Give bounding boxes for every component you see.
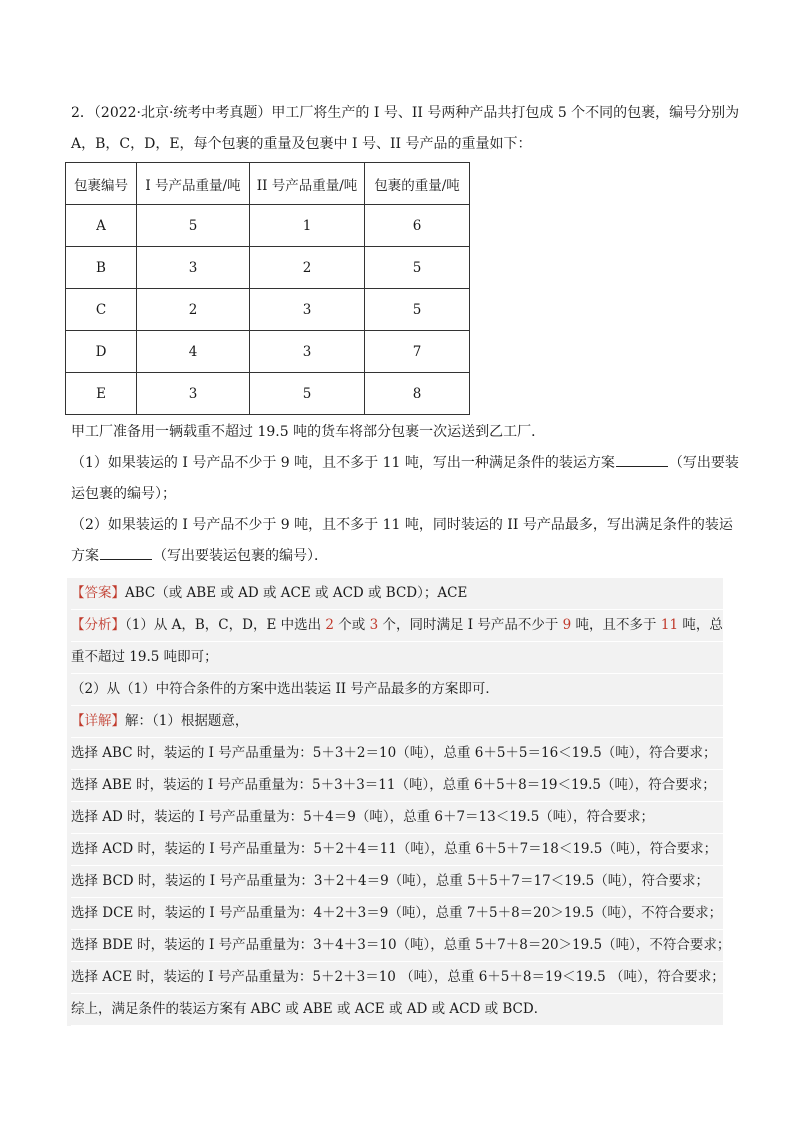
table-row (66, 373, 470, 415)
answer-blank-2 (100, 545, 152, 560)
analysis-text: 吨，且不多于 (571, 617, 661, 633)
table-row (66, 247, 470, 289)
table-cell: 3 (137, 373, 250, 415)
solution-block (67, 578, 731, 1026)
table-cell: 3 (250, 331, 365, 373)
analysis-line-2: 重不超过 19.5 吨即可； (71, 642, 723, 674)
table-row (66, 205, 470, 247)
answer-blank-1 (616, 452, 668, 467)
part2-text-a: 方案 (71, 548, 99, 564)
table-cell: 3 (250, 289, 365, 331)
table-cell: D (66, 331, 137, 373)
analysis-text: （1）从 A，B，C，D，E 中选出 (125, 617, 326, 633)
answer-text: ABC（或 ABE 或 AD 或 ACE 或 ACD 或 BCD）；ACE (125, 585, 468, 601)
table-cell: 2 (137, 289, 250, 331)
package-table (65, 162, 470, 415)
part1-text-a: （1）如果装运的 I 号产品不少于 9 吨，且不多于 11 吨，写出一种满足条件的装运方案 (71, 455, 615, 471)
header-cell: I 号产品重量/吨 (137, 163, 250, 205)
detail-tag: 【详解】 (71, 713, 125, 729)
analysis-text: 个，同时满足 I 号产品不少于 (378, 617, 563, 633)
analysis-number: 11 (660, 617, 679, 633)
analysis-number: 3 (369, 617, 379, 633)
detail-line (71, 706, 723, 738)
part2-text-b: （写出要装运包裹的编号）． (153, 548, 328, 564)
table-cell: A (66, 205, 137, 247)
table-cell: 5 (365, 247, 470, 289)
analysis-line-3: （2）从（1）中符合条件的方案中选出装运 II 号产品最多的方案即可． (71, 674, 723, 706)
answer-line (71, 578, 723, 610)
table-cell: 4 (137, 331, 250, 373)
part2-line-2 (71, 541, 723, 572)
table-cell: C (66, 289, 137, 331)
table-cell: E (66, 373, 137, 415)
table-cell: 6 (365, 205, 470, 247)
table-cell: 1 (250, 205, 365, 247)
analysis-text: 吨，总 (678, 617, 723, 633)
case-line: 选择 BCD 时，装运的 I 号产品重量为：3＋2＋4＝9（吨），总重 5＋5＋7＝17＜19.5（吨），符合要求； (71, 866, 723, 898)
part1-line-1 (71, 448, 739, 479)
case-line: 选择 ABC 时，装运的 I 号产品重量为：5＋3＋2＝10（吨），总重 6＋5＋5＝16＜19.5（吨），符合要求； (71, 738, 723, 770)
table-cell: 5 (365, 289, 470, 331)
table-row (66, 331, 470, 373)
analysis-number: 2 (325, 617, 334, 633)
header-cell: 包裹编号 (66, 163, 137, 205)
analysis-tag: 【分析】 (71, 617, 125, 633)
detail-intro: 解：（1）根据题意， (125, 713, 249, 729)
case-line: 选择 BDE 时，装运的 I 号产品重量为：3＋4＋3＝10（吨），总重 5＋7＋8＝20＞19.5（吨），不符合要求； (71, 930, 723, 962)
table-cell: 3 (137, 247, 250, 289)
answer-tag: 【答案】 (71, 585, 125, 601)
analysis-line-1 (71, 610, 723, 642)
table-header-row (66, 163, 470, 205)
header-cell: 包裹的重量/吨 (365, 163, 470, 205)
table-cell: 2 (250, 247, 365, 289)
analysis-text: 个或 (333, 617, 370, 633)
table-cell: 5 (250, 373, 365, 415)
case-line: 选择 AD 时，装运的 I 号产品重量为：5＋4＝9（吨），总重 6＋7＝13＜19.5（吨），符合要求； (71, 802, 723, 834)
worksheet-page (71, 98, 740, 1026)
case-line: 选择 ABE 时，装运的 I 号产品重量为：5＋3＋3＝11（吨），总重 6＋5＋8＝19＜19.5（吨），符合要求； (71, 770, 723, 802)
table-row (66, 289, 470, 331)
part1-line-2: 运包裹的编号）； (71, 486, 176, 502)
question-line-2: A，B，C，D，E，每个包裹的重量及包裹中 I 号、II 号产品的重量如下： (71, 136, 532, 152)
table-cell: B (66, 247, 137, 289)
table-cell: 5 (137, 205, 250, 247)
part2-line-1: （2）如果装运的 I 号产品不少于 9 吨，且不多于 11 吨，同时装运的 II 号产品最多，写出满足条件的装运 (71, 517, 733, 533)
table-cell: 7 (365, 331, 470, 373)
part1-text-b: （写出要装 (668, 455, 739, 471)
after-table-text: 甲工厂准备用一辆载重不超过 19.5 吨的货车将部分包裹一次运送到乙工厂． (71, 424, 546, 440)
conclusion-line: 综上，满足条件的装运方案有 ABC 或 ABE 或 ACE 或 AD 或 ACD 或 BCD． (71, 994, 723, 1026)
case-line: 选择 DCE 时，装运的 I 号产品重量为：4＋2＋3＝9（吨），总重 7＋5＋8＝20＞19.5（吨），不符合要求； (71, 898, 723, 930)
case-line: 选择 ACD 时，装运的 I 号产品重量为：5＋2＋4＝11（吨），总重 6＋5＋7＝18＜19.5（吨），符合要求； (71, 834, 723, 866)
table-cell: 8 (365, 373, 470, 415)
case-line: 选择 ACE 时，装运的 I 号产品重量为：5＋2＋3＝10 （吨），总重 6＋5＋8＝19＜19.5 （吨），符合要求； (71, 962, 723, 994)
header-cell: II 号产品重量/吨 (250, 163, 365, 205)
question-line-1: 2．（2022·北京·统考中考真题）甲工厂将生产的 I 号、II 号两种产品共打包成 5 个不同的包裹，编号分别为 (71, 105, 740, 121)
analysis-number: 9 (562, 617, 572, 633)
